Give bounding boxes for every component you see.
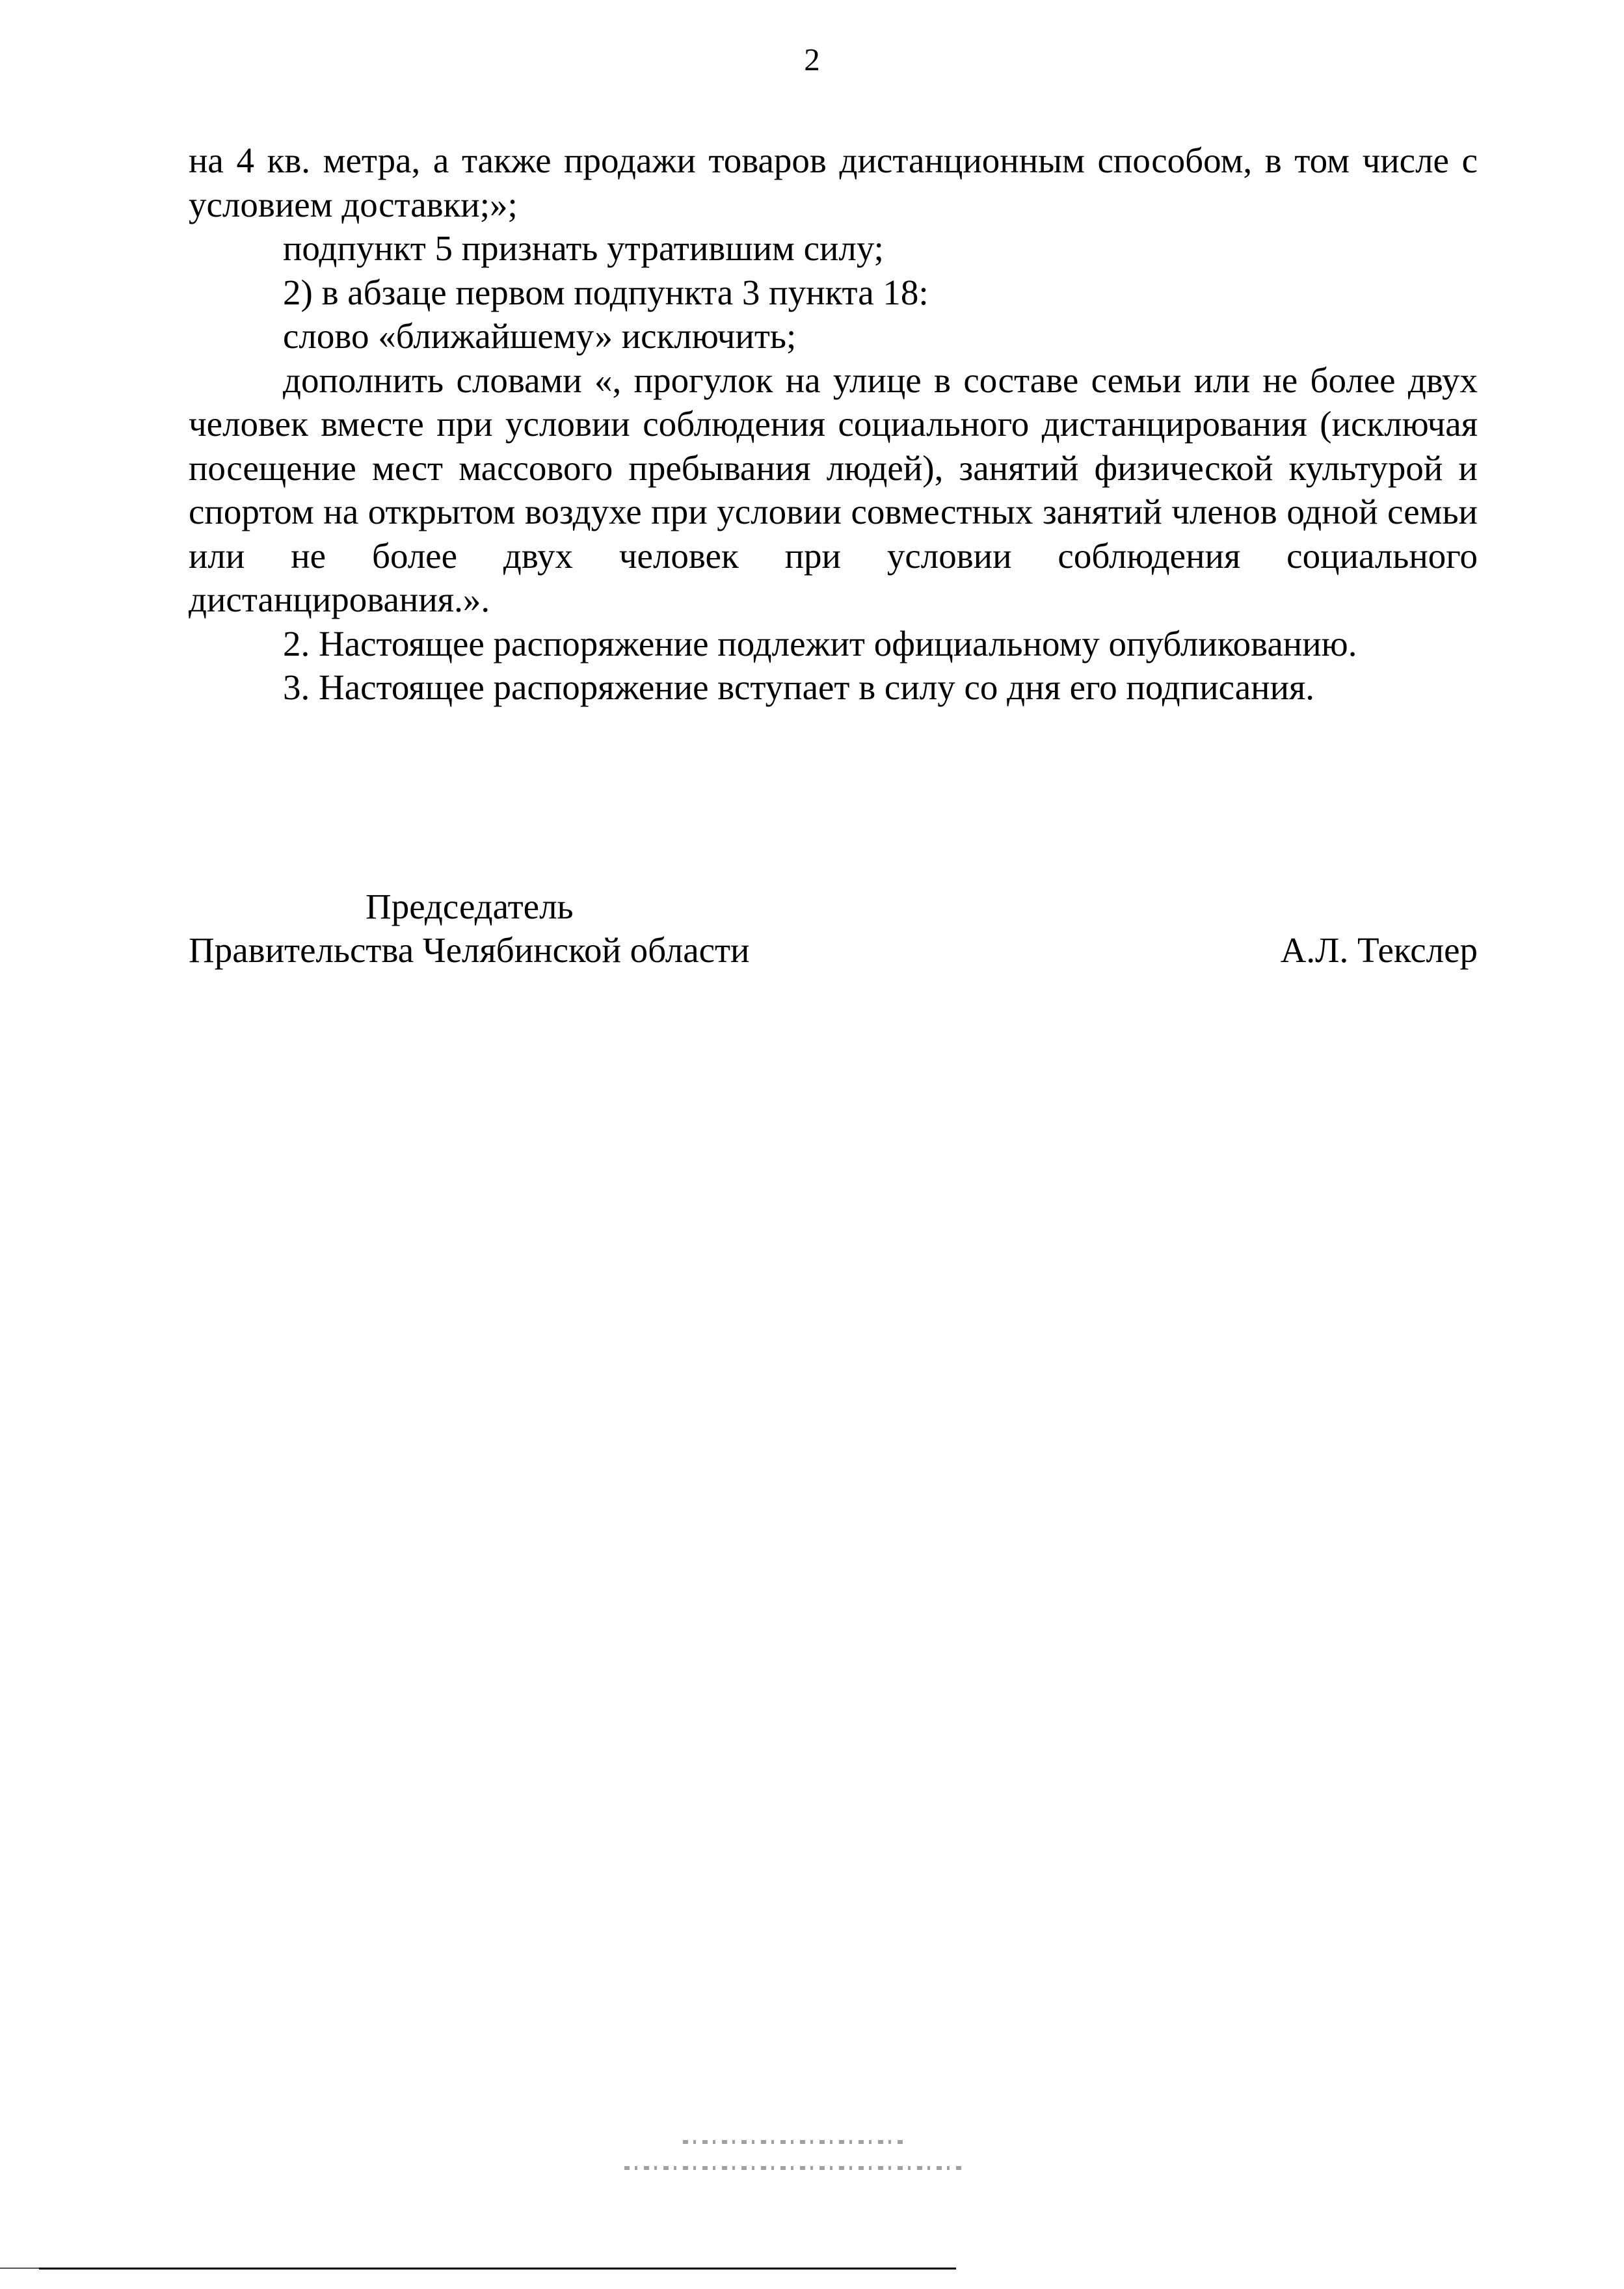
paragraph-effective-date: 3. Настоящее распоряжение вступает в силу со дня его подписания.: [283, 667, 1315, 707]
bottom-rule: [39, 2268, 956, 2269]
paragraph-continuation: на 4 кв. метра, а также продажи товаров дистанционным способом, в том числе с условием доставки;»;: [189, 141, 1478, 224]
paragraph-subitem-5: подпункт 5 признать утратившим силу;: [283, 228, 884, 268]
signatory-name: А.Л. Текслер: [1280, 930, 1478, 970]
signature-block: [189, 885, 1478, 982]
paragraph-amendment-2: 2) в абзаце первом подпункта 3 пункта 18:: [283, 272, 929, 312]
page-number: 2: [804, 42, 820, 77]
stamp-line: [683, 2140, 904, 2144]
paragraph-word-exclusion: слово «ближайшему» исключить;: [283, 316, 797, 356]
signatory-title-line2: Правительства Челябинской области: [189, 930, 750, 970]
bottom-rule-left: [0, 2268, 39, 2269]
document-body: [189, 139, 1478, 710]
registration-stamp: [624, 2134, 963, 2186]
signatory-title-line1: Председатель: [366, 887, 574, 926]
paragraph-publication: 2. Настоящее распоряжение подлежит официальному опубликованию.: [283, 623, 1357, 663]
stamp-line: [624, 2166, 963, 2170]
paragraph-supplement: дополнить словами «, прогулок на улице в составе семьи или не более двух человек вместе при условии соблюдения социального дистанцирования (исключая посещение мест массового пребывания людей), занятий физической культурой и спортом на открытом воздухе при условии совместных занятий членов одной семьи или не более двух человек при условии соблюдения социального дистанцирования.».: [189, 360, 1478, 619]
